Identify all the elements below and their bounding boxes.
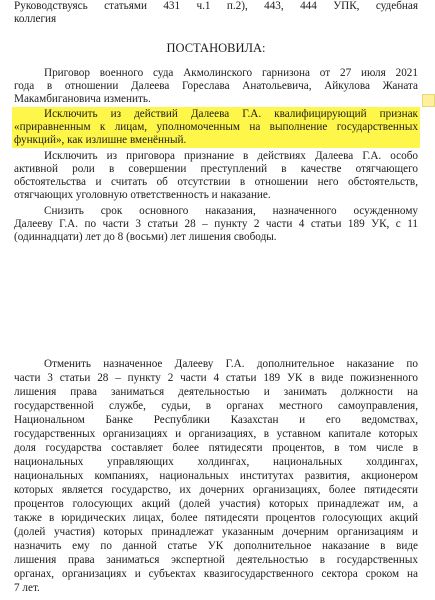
paragraph-line: Руководствуясь статьями 431 ч.1 п.2), 443, 444 УПК, судебная bbox=[14, 0, 418, 12]
paragraph-line: Исключить из приговора признание в действиях Далеева Г.А. особо bbox=[44, 150, 418, 162]
page-break bbox=[0, 318, 435, 358]
paragraph-line: Национальном Банке Республики Казахстан и его ведомствах, bbox=[14, 414, 418, 426]
paragraph-line: лишения права заниматься экспертной деятельностью в государственных bbox=[14, 554, 418, 566]
paragraph-line: Далееву Г.А. по части 3 статьи 28 – пункту 2 части 4 статьи 189 УК, с 11 bbox=[14, 218, 418, 230]
paragraph-line: Снизить срок основного наказания, назначенного осужденному bbox=[44, 205, 418, 217]
paragraph-line: активной роли в совершении преступлений в качестве отягчающего bbox=[14, 163, 418, 175]
paragraph-line: отягчающих уголовную ответственность и наказание. bbox=[14, 189, 271, 201]
paragraph-line: 7 лет. bbox=[14, 582, 40, 594]
section-heading: ПОСТАНОВИЛА: bbox=[166, 41, 266, 55]
paragraph-line: Макамбигановича изменить. bbox=[14, 93, 151, 105]
paragraph-line: (одиннадцати) лет до 8 (восьми) лет лишения свободы. bbox=[14, 231, 277, 243]
paragraph-line: государственной службе, судьи, в органах местного самоуправления, bbox=[14, 400, 418, 412]
paragraph-line: коллегия bbox=[14, 13, 57, 25]
paragraph-line: части 3 статьи 28 – пункту 2 части 4 статьи 189 УК в виде пожизненного bbox=[14, 372, 418, 384]
highlighted-line: Исключить из действий Далеева Г.А. квалифицирующий признак bbox=[44, 108, 418, 120]
paragraph-line: назначить ему по данной статье УК дополнительное наказание в виде bbox=[14, 540, 418, 552]
paragraph-line: доля государства составляет более пятидесяти процентов, в том числе в bbox=[14, 442, 418, 454]
document-page-2 bbox=[0, 358, 435, 600]
paragraph-line: национальных компаниях, национальных институтах развития, акционером bbox=[14, 470, 418, 482]
paragraph-line: также в юридических лицах, более пятидесяти процентов голосующих акций bbox=[14, 512, 418, 524]
paragraph-line: органах, организациях и субъектах квазигосударственного сектора сроком на bbox=[14, 568, 418, 580]
paragraph-line: Отменить назначенное Далееву Г.А. дополнительное наказание по bbox=[44, 358, 418, 370]
paragraph-line: национальных управляющих холдингах, национальных холдингах, bbox=[14, 456, 418, 468]
paragraph-line: которых является государство, их дочерних организациях, более пятидесяти bbox=[14, 484, 418, 496]
highlighted-line: «приравненным к лицам, уполномоченным на выполнение государственных bbox=[14, 121, 418, 133]
comment-marker-icon[interactable] bbox=[422, 94, 435, 107]
paragraph-line: года в отношении Далеева Гореслава Анатольевича, Айкулова Жаната bbox=[14, 80, 418, 92]
paragraph-line: лишения права заниматься деятельностью и занимать должности на bbox=[14, 386, 418, 398]
highlighted-line: функций», как излишне вменённый. bbox=[14, 134, 187, 146]
paragraph-line: Приговор военного суда Акмолинского гарнизона от 27 июля 2021 bbox=[44, 67, 418, 79]
paragraph-line: (долей участия) которых принадлежат указанным дочерним организациям и bbox=[14, 526, 418, 538]
paragraph-line: обстоятельства и считать об отсутствии в отношении него обстоятельств, bbox=[14, 176, 418, 188]
paragraph-line: государственных организациях и организациях, в уставном капитале которых bbox=[14, 428, 418, 440]
paragraph-line: процентов голосующих акций (долей участия) которых принадлежат им, а bbox=[14, 498, 418, 510]
